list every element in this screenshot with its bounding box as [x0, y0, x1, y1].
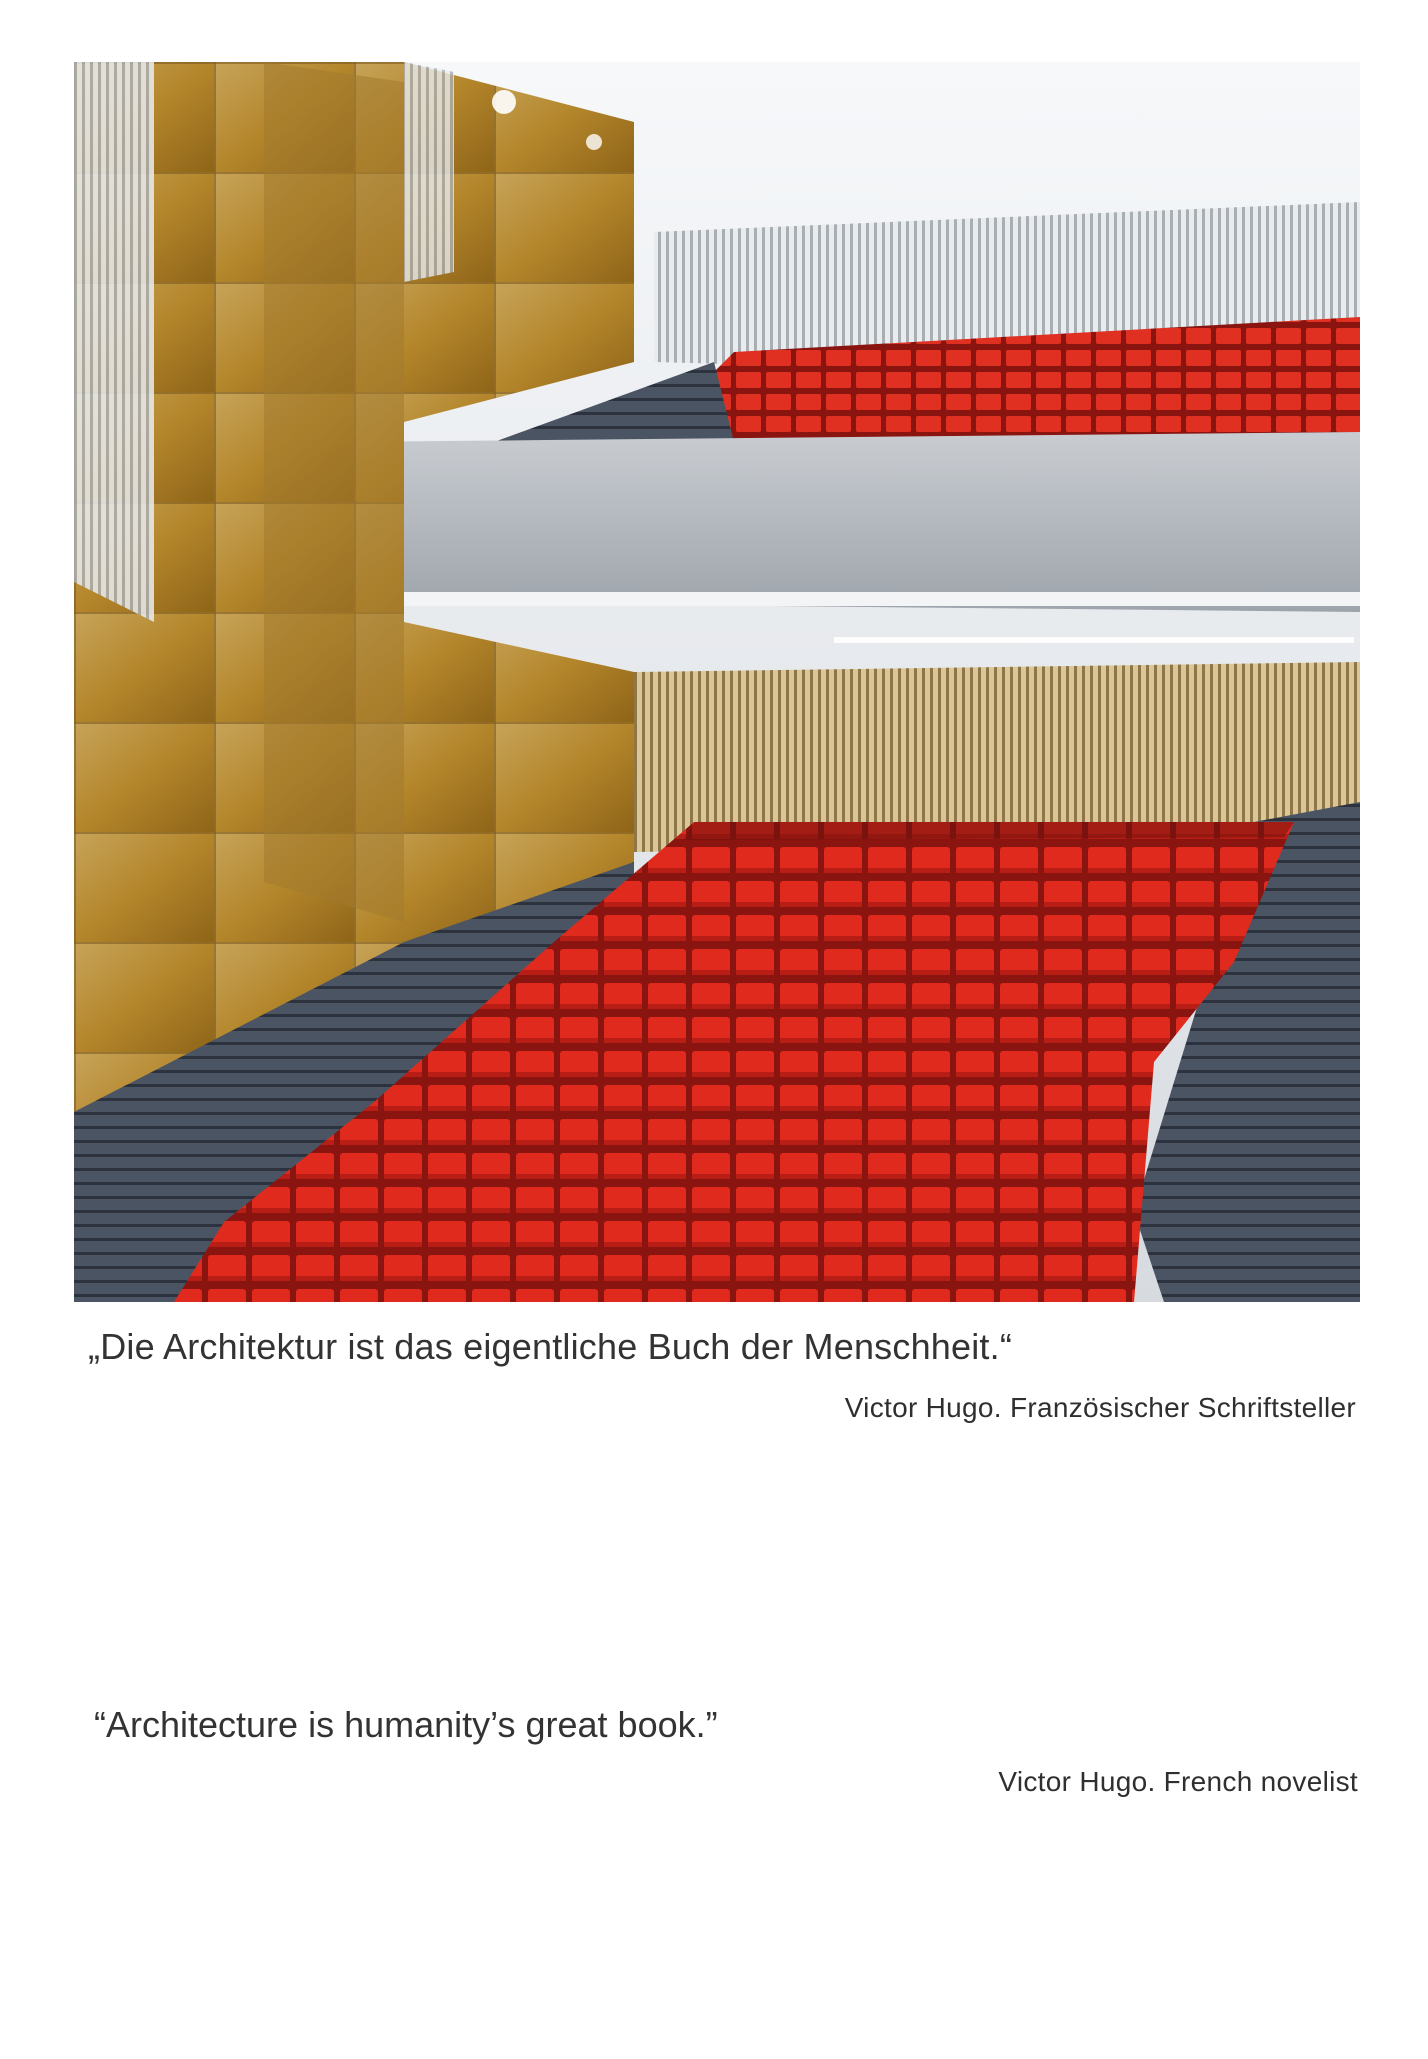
auditorium-illustration — [74, 62, 1360, 1302]
english-attribution: Victor Hugo. French novelist — [998, 1766, 1358, 1797]
german-quote: „Die Architektur ist das eigentliche Buch der Menschheit.“ — [88, 1326, 1013, 1367]
english-quote: “Architecture is humanity’s great book.” — [94, 1704, 718, 1745]
german-attribution: Victor Hugo. Französischer Schriftsteller — [844, 1392, 1356, 1423]
auditorium-photo — [74, 62, 1360, 1302]
